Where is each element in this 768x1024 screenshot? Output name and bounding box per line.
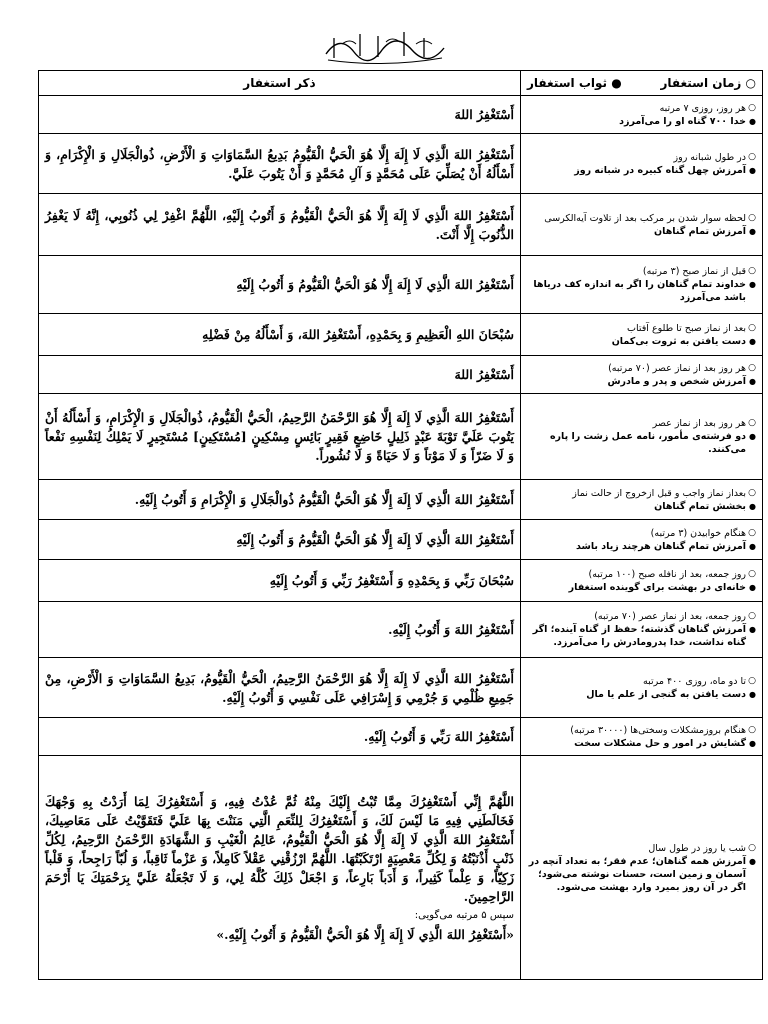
zekr-text: أَسْتَغْفِرُ اللهَ الَّذِي لَا إِلَهَ إِلَّا هُوَ الْحَيُّ الْقَيُّومُ وَ أَتُوبُ إِلَيْهِ (39, 256, 521, 314)
reward-text: ● دست یافتن به گنجی از علم یا مال (527, 688, 756, 701)
zekr-text: اللَّهُمَّ إِنِّي أَسْتَغْفِرُكَ مِمَّا تُبْتُ إِلَيْكَ مِنْهُ ثُمَّ عُدْتُ فِيهِ، وَ أَسْتَغْفِرُكَ لِمَا أَرَدْتُ بِهِ وَجْهَكَ فَخَالَطَنِي فِيهِ مَا لَيْسَ لَكَ، وَ أَسْتَغْفِرُكَ لِلنِّعَمِ الَّتِي مَنَنْتَ بِهَا عَلَيَّ فَتَقَوَّيْتُ عَلَى مَعَاصِيكَ، أَسْتَغْفِرُ اللهَ الَّذِي لَا إِلَهَ إِلَّا هُوَ الْحَيُّ الْقَيُّومُ، عَالِمُ الْغَيْبِ وَ الشَّهَادَةِ الرَّحْمَنُ الرَّحِيمُ، لِكُلِّ ذَنْبٍ أَذْنَبْتُهُ وَ لِكُلِّ مَعْصِيَةٍ ارْتَكَبْتُهَا. اللَّهُمَّ ارْزُقْنِي عَقْلاً كَامِلاً، وَ عَزْماً ثَاقِباً، وَ لُبّاً رَاجِحاً، وَ قَلْباً زَكِيّاً، وَ عِلْماً كَثِيراً، وَ أَدَباً بَارِعاً، وَ اجْعَلْ ذَلِكَ كُلَّهُ لِي، وَ لَا تَجْعَلْهُ عَلَيَّ بِرَحْمَتِكَ يَا أَرْحَمَ الرَّاحِمِينَ. (45, 793, 514, 904)
reward-text: ● دست یافتن به ثروت بی‌کمان (527, 335, 756, 348)
table-row (39, 560, 763, 602)
time-text: ○ قبل از نماز صبح (۳ مرتبه) (527, 265, 756, 278)
reward-text: ● خداوند تمام گناهان را اگر به اندازه کف دریاها باشد می‌آمرزد (527, 278, 756, 304)
time-text: ○ هر روز بعد از نماز عصر (527, 417, 756, 430)
table-row (39, 194, 763, 256)
table-row (39, 134, 763, 194)
info-cell (521, 658, 763, 718)
time-text: ○ در طول شبانه روز (527, 151, 756, 164)
info-cell (521, 256, 763, 314)
zekr-text: أَسْتَغْفِرُ اللهَ (39, 96, 521, 134)
time-text: ○ هنگام خوابیدن (۳ مرتبه) (527, 527, 756, 540)
info-cell (521, 520, 763, 560)
header-zekr: ذکر استغفار (39, 71, 521, 96)
table-row (39, 520, 763, 560)
zekr-text: سُبْحَانَ رَبِّي وَ بِحَمْدِهِ وَ أَسْتَغْفِرُ رَبِّي وَ أَتُوبُ إِلَيْهِ (39, 560, 521, 602)
bismillah-calligraphy (320, 24, 450, 66)
table-row (39, 96, 763, 134)
header-reward: ● ثواب استغفار (527, 76, 622, 90)
reward-text: ● دو فرشته‌ی مأمور، نامه عمل زشت را پاره می‌کنند. (527, 430, 756, 456)
table-row (39, 756, 763, 980)
time-text: ○ تا دو ماه، روزی ۴۰۰ مرتبه (527, 675, 756, 688)
time-text: ○ روز جمعه، بعد از نافله صبح (۱۰۰ مرتبه) (527, 568, 756, 581)
table-row (39, 256, 763, 314)
zekr-text: أَسْتَغْفِرُ اللهَ الَّذِي لَا إِلَهَ إِلَّا هُوَ الرَّحْمَنُ الرَّحِيمُ، الْحَيُّ الْقَيُّومُ، ذُوالْجَلَالِ وَ الْإِكْرَامِ، وَ أَسْأَلُهُ أَنْ يَتُوبَ عَلَيَّ تَوْبَةَ عَبْدٍ ذَلِيلٍ خَاضِعٍ فَقِيرٍ بَائِسٍ مِسْكِينٍ [مُسْتَكِينٍ] مُسْتَجِيرٍ لَا يَمْلِكُ لِنَفْسِهِ نَفْعاً وَ لَا ضَرّاً وَ لَا مَوْتاً وَ لَا حَيَاةً وَ لَا نُشُوراً. (39, 394, 521, 480)
zekr-cell (39, 756, 521, 980)
table-row (39, 394, 763, 480)
header-time-reward (521, 71, 763, 96)
zekr-text: أَسْتَغْفِرُ اللهَ الَّذِي لَا إِلَهَ إِلَّا هُوَ الرَّحْمَنُ الرَّحِيمُ، الْحَيُّ الْقَيُّومُ، بَدِيعُ السَّمَاوَاتِ وَ الْأَرْضِ، مِنْ جَمِيعِ ظُلْمِي وَ جُرْمِي وَ إِسْرَافِي عَلَى نَفْسِي وَ أَتُوبُ إِلَيْهِ. (39, 658, 521, 718)
info-cell (521, 314, 763, 356)
zekr-final-text: «أَسْتَغْفِرُ اللهَ الَّذِي لَا إِلَهَ إِلَّا هُوَ الْحَيُّ الْقَيُّومُ وَ أَتُوبُ إِلَيْهِ.» (216, 926, 514, 942)
reward-text: ● خانه‌ای در بهشت برای گوینده استغفار (527, 581, 756, 594)
time-text: ○ بعد از نماز صبح تا طلوع آفتاب (527, 322, 756, 335)
info-cell (521, 480, 763, 520)
info-cell (521, 356, 763, 394)
zekr-text: أَسْتَغْفِرُ اللهَ (39, 356, 521, 394)
reward-text: ● آمرزش تمام گناهان (527, 225, 756, 238)
zekr-text: سُبْحَانَ اللهِ الْعَظِيمِ وَ بِحَمْدِهِ، أَسْتَغْفِرُ اللهَ، وَ أَسْأَلُهُ مِنْ فَضْلِهِ (39, 314, 521, 356)
time-text: ○ روز جمعه، بعد از نماز عصر (۷۰ مرتبه) (527, 610, 756, 623)
info-cell (521, 96, 763, 134)
time-text: ○ بعداز نماز واجب و قبل ازخروج از حالت نماز (527, 487, 756, 500)
table-row (39, 480, 763, 520)
zekr-text: أَسْتَغْفِرُ اللهَ الَّذِي لَا إِلَهَ إِلَّا هُوَ الْحَيُّ الْقَيُّومُ بَدِيعُ السَّمَاوَاتِ وَ الْأَرْضِ، ذُوالْجَلَالِ وَ الْإِكْرَامِ، وَ أَسْأَلُهُ أَنْ يُصَلِّيَ عَلَى مُحَمَّدٍ وَ آلِ مُحَمَّدٍ وَ أَنْ يَتُوبَ عَلَيَّ. (39, 134, 521, 194)
zekr-text: أَسْتَغْفِرُ اللهَ الَّذِي لَا إِلَهَ إِلَّا هُوَ الْحَيُّ الْقَيُّومُ وَ أَتُوبُ إِلَيْهِ (39, 520, 521, 560)
table-header-row (39, 71, 763, 96)
reward-text: ● بخشش تمام گناهان (527, 500, 756, 513)
zekr-text: أَسْتَغْفِرُ اللهَ وَ أَتُوبُ إِلَيْهِ. (39, 602, 521, 658)
table-row (39, 314, 763, 356)
zekr-text: أَسْتَغْفِرُ اللهَ رَبِّي وَ أَتُوبُ إِلَيْهِ. (39, 718, 521, 756)
info-cell (521, 134, 763, 194)
reward-text: ● خدا ۷۰۰ گناه او را می‌آمرزد (527, 115, 756, 128)
info-cell (521, 194, 763, 256)
info-cell (521, 756, 763, 980)
table-row (39, 658, 763, 718)
note-text: سپس ۵ مرتبه می‌گویی: (414, 909, 514, 921)
header-time: ○ زمان استغفار (660, 76, 756, 90)
reward-text: ● آمرزش چهل گناه کبیره در شبانه روز (527, 164, 756, 177)
table-row (39, 718, 763, 756)
reward-text: ● آمرزش گناهان گذشته؛ حفظ از گناه آینده؛ اگر گناه نداشت، خدا پدرومادرش را می‌آمرزد. (527, 623, 756, 649)
info-cell (521, 602, 763, 658)
info-cell (521, 394, 763, 480)
istighfar-table (38, 70, 763, 980)
zekr-text: أَسْتَغْفِرُ اللهَ الَّذِي لَا إِلَهَ إِلَّا هُوَ الْحَيُّ الْقَيُّومُ وَ أَتُوبُ إِلَيْهِ، اللَّهُمَّ اغْفِرْ لِي ذُنُوبِي، إِنَّهُ لَا يَغْفِرُ الذُّنُوبَ إِلَّا أَنْتَ. (39, 194, 521, 256)
time-text: ○ شب یا روز در طول سال (527, 842, 756, 855)
reward-text: ● آمرزش تمام گناهان هرچند زیاد باشد (527, 540, 756, 553)
time-text: ○ لحظه سوار شدن بر مرکب بعد از تلاوت آیه‌الکرسی (527, 212, 756, 225)
time-text: ○ هر روز بعد از نماز عصر (۷۰ مرتبه) (527, 362, 756, 375)
table-row (39, 602, 763, 658)
reward-text: ● گشایش در امور و حل مشکلات سخت (527, 737, 756, 750)
info-cell (521, 560, 763, 602)
time-text: ○ هر روز، روزی ۷ مرتبه (527, 102, 756, 115)
table-row (39, 356, 763, 394)
reward-text: ● آمرزش شخص و پدر و مادرش (527, 375, 756, 388)
time-text: ○ هنگام بروزمشکلات وسختی‌ها (۳۰۰۰۰ مرتبه) (527, 724, 756, 737)
zekr-text: أَسْتَغْفِرُ اللهَ الَّذِي لَا إِلَهَ إِلَّا هُوَ الْحَيُّ الْقَيُّومُ ذُوالْجَلَالِ وَ الْإِكْرَامِ وَ أَتُوبُ إِلَيْهِ. (39, 480, 521, 520)
reward-text: ● آمرزش همه گناهان؛ عدم فقر؛ به تعداد آنچه در آسمان و زمین است، حسنات نوشته می‌شود؛ اگر در آن روز بمیرد وارد بهشت می‌شود. (527, 855, 756, 894)
info-cell (521, 718, 763, 756)
